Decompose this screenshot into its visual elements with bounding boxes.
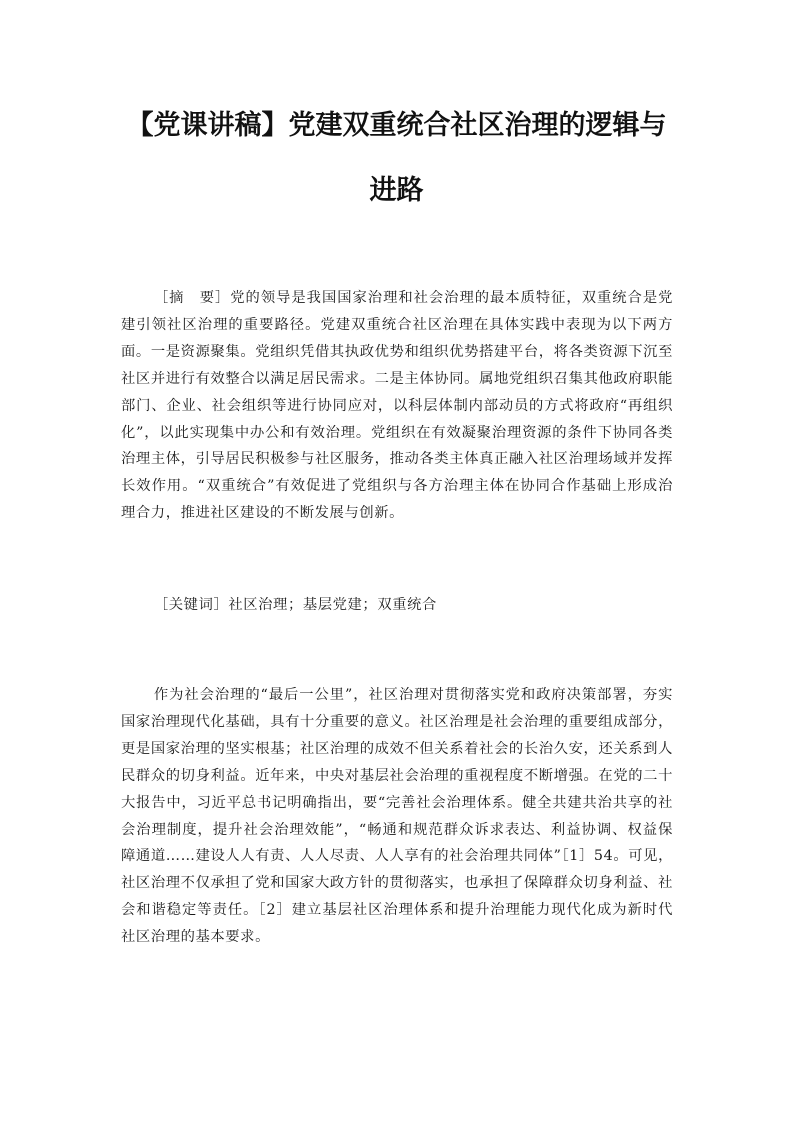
document-title-line-2: 进路 [369,175,424,206]
body-paragraph: 作为社会治理的“最后一公里”，社区治理对贯彻落实党和政府决策部署，夯实国家治理现代化基础，具有十分重要的意义。社区治理是社会治理的重要组成部分，更是国家治理的坚实根基；社区治理的成效不但关系着社会的长治久安，还关系到人民群众的切身利益。近年来，中央对基层社会治理的重视程度不断增强。在党的二十大报告中，习近平总书记明确指出，要“完善社会治理体系。健全共建共治共享的社会治理制度，提升社会治理效能”，“畅通和规范群众诉求表达、利益协调、权益保障通道……建设人人有责、人人尽责、人人享有的社会治理共同体”［1］54。可见，社区治理不仅承担了党和国家大政方针的贯彻落实，也承担了保障群众切身利益、社会和谐稳定等责任。［2］建立基层社区治理体系和提升治理能力现代化成为新时代社区治理的基本要求。 [121,687,673,946]
abstract-paragraph: ［摘 要］党的领导是我国国家治理和社会治理的最本质特征，双重统合是党建引领社区治理的重要路径。党建双重统合社区治理在具体实践中表现为以下两方面。一是资源聚集。党组织凭借其执政优势和组织优势搭建平台，将各类资源下沉至社区并进行有效整合以满足居民需求。二是主体协同。属地党组织召集其他政府职能部门、企业、社会组织等进行协同应对，以科层体制内部动员的方式将政府“再组织化”，以此实现集中办公和有效治理。党组织在有效凝聚治理资源的条件下协同各类治理主体，引导居民积极参与社区服务，推动各类主体真正融入社区治理场域并发挥长效作用。“双重统合”有效促进了党组织与各方治理主体在协同合作基础上形成治理合力，推进社区建设的不断发展与创新。 [121,290,673,522]
document-title-line-1: 【党课讲稿】党建双重统合社区治理的逻辑与 [126,110,667,141]
keywords-paragraph: ［关键词］社区治理；基层党建；双重统合 [153,597,437,613]
